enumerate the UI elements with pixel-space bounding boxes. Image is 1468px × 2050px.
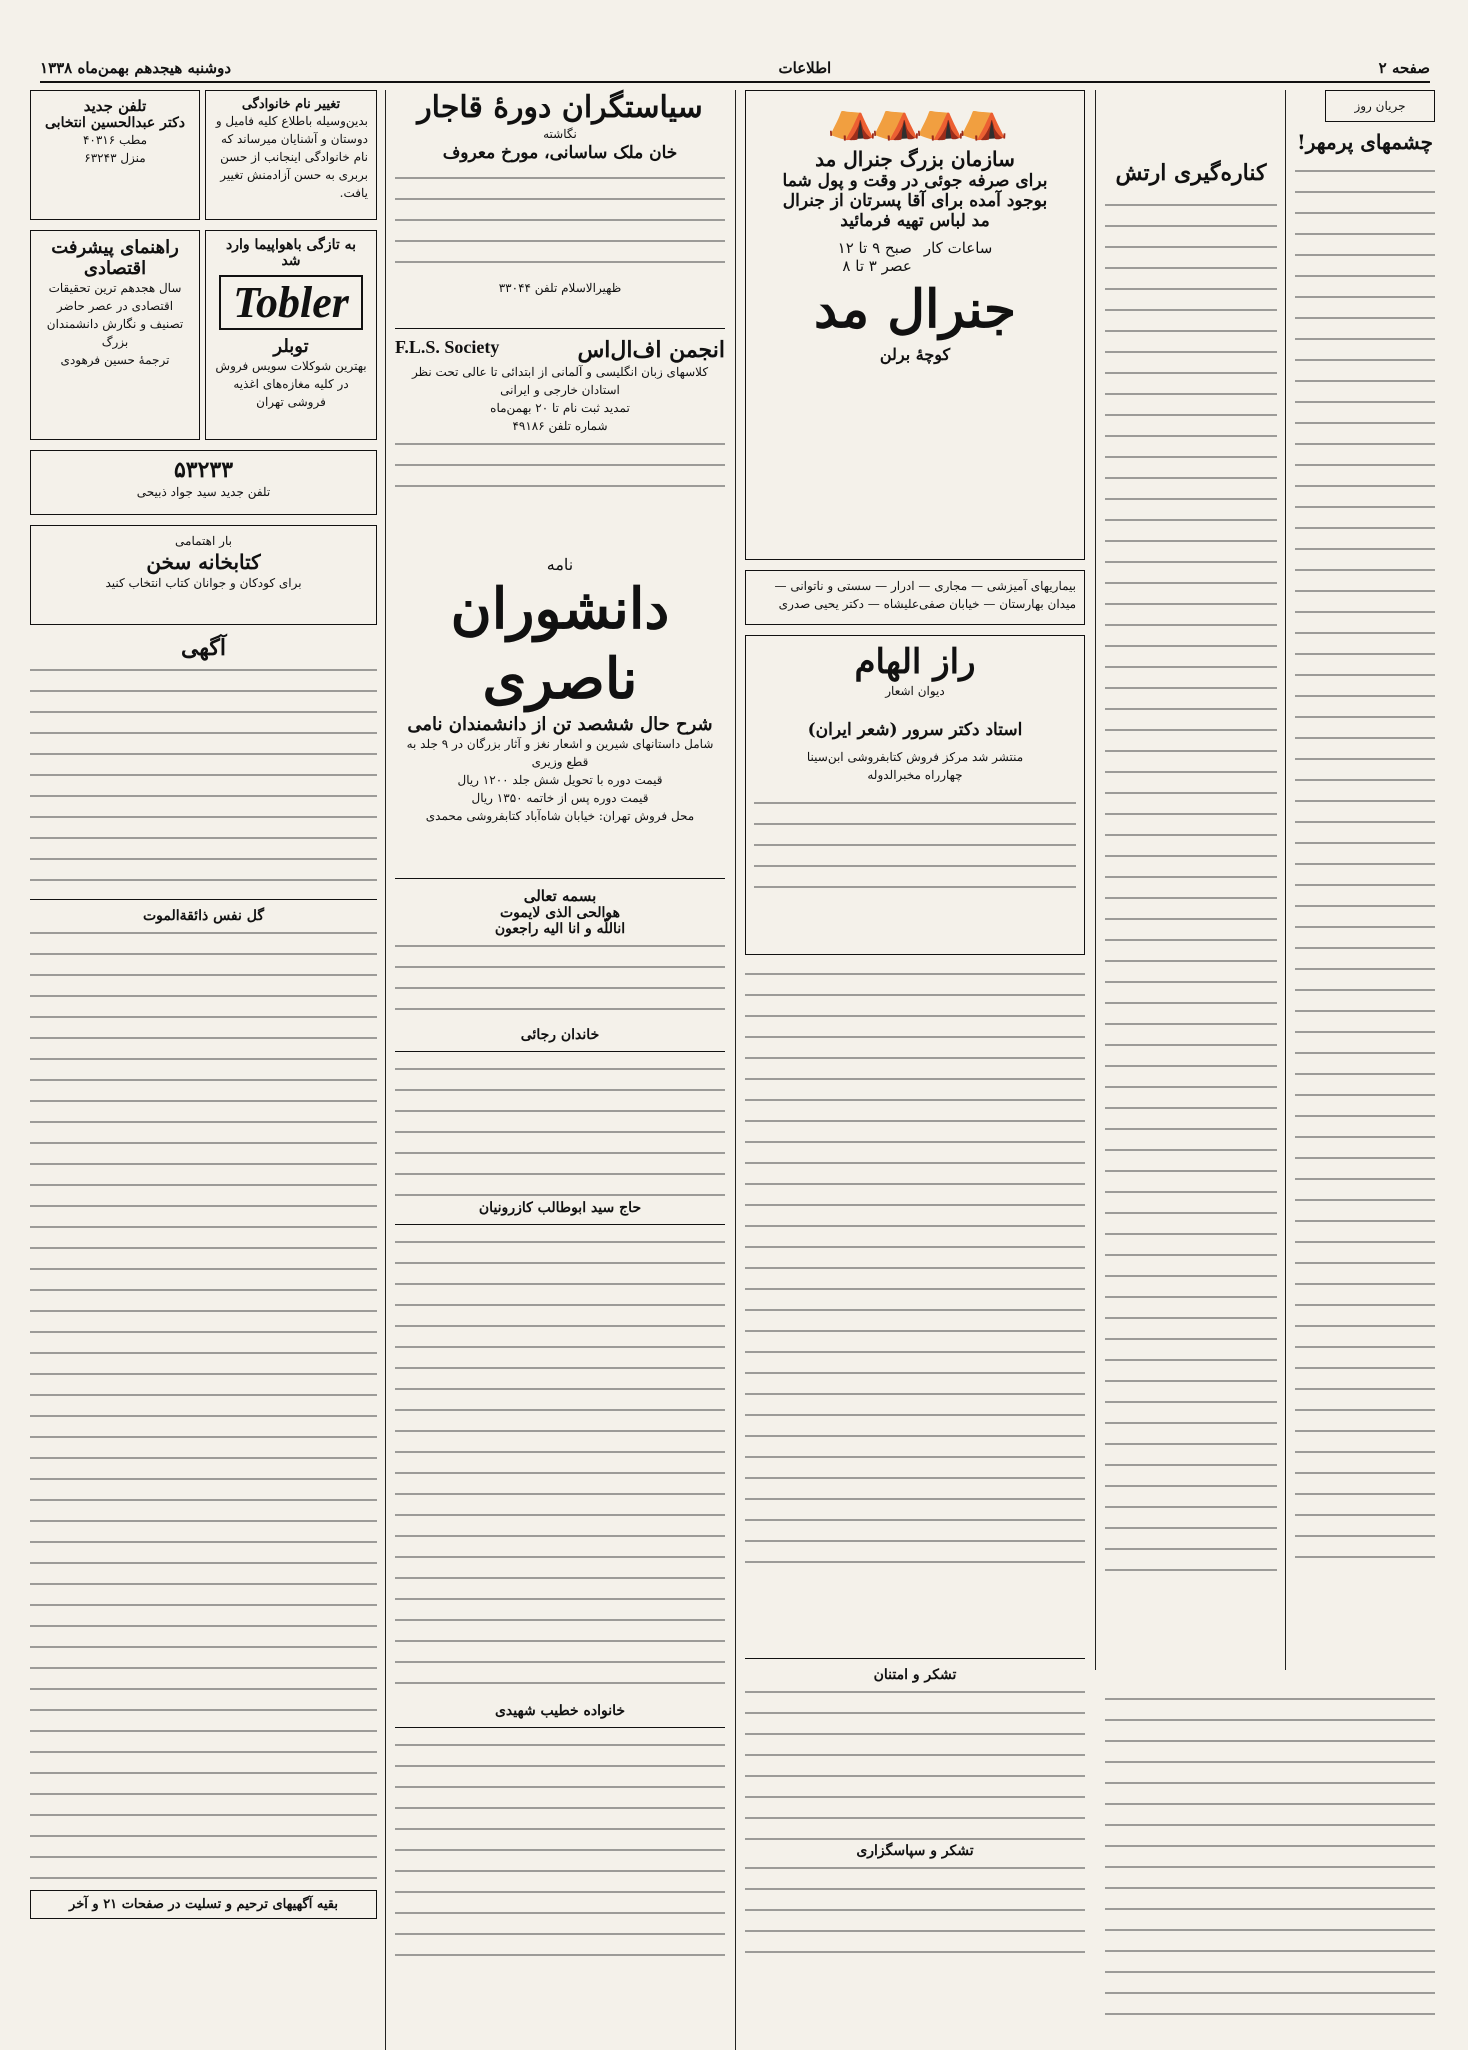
- editorial-body: [1295, 162, 1435, 1562]
- gm-hours-morning: صبح ۹ تا ۱۲: [837, 239, 912, 257]
- namechange-body: بدین‌وسیله باطلاع کلیه فامیل و دوستان و آشنایان میرساند که نام خانوادگی اینجانب از حسن بربری به حسن آزادمنش تغییر یافت.: [215, 114, 368, 200]
- editorial-column: [1295, 90, 1435, 1562]
- agahi-title: آگهی: [180, 635, 227, 661]
- column-rule: [1095, 90, 1096, 1670]
- obit-verse1: هوالحی الذی لایموت: [499, 905, 621, 921]
- obit-family1: خاندان رجائی: [520, 1027, 600, 1043]
- middle-column: [745, 90, 1085, 1565]
- rahnama-line3: ترجمهٔ حسین فرهودی: [60, 353, 170, 367]
- raz-elham-ad: [745, 635, 1085, 955]
- obit-body: [395, 1060, 725, 1200]
- rahnama-ad: [30, 230, 200, 440]
- qajar-desc: [395, 169, 725, 279]
- namechange-title: تغییر نام خانوادگی: [241, 97, 341, 112]
- qajar-footer: ظهیرالاسلام تلفن ۳۳۰۴۴: [498, 281, 622, 295]
- dn-kicker: نامه: [546, 555, 574, 574]
- doc2-line1: مطب ۴۰۳۱۶: [82, 133, 148, 147]
- thanks-title2: تشکر و سپاسگزاری: [856, 1843, 974, 1859]
- phone-number: ۵۳۲۳۳: [173, 457, 234, 483]
- fls-branches: [395, 435, 725, 501]
- tobler-ad: [205, 230, 377, 440]
- fls-desc: کلاسهای زبان انگلیسی و آلمانی از ابتدائی تا عالی تحت نظر استادان خارجی و ایرانی: [411, 365, 709, 397]
- obit-family3: خانواده خطیب شهیدی: [494, 1703, 626, 1719]
- col6-heading: گل نفس ذائقةالموت: [142, 908, 265, 924]
- middle-article-body: [745, 965, 1085, 1565]
- obit-body: [395, 1736, 725, 1956]
- raz-address: چهارراه مخبرالدوله: [867, 768, 963, 782]
- army-column: [1105, 90, 1277, 1576]
- general-mod-ad: [745, 90, 1085, 560]
- dn-title: دانشوران ناصری: [450, 576, 670, 712]
- gm-address: کوچهٔ برلن: [879, 345, 951, 364]
- rahnama-line2: تصنیف و نگارش دانشمندان بزرگ: [46, 317, 184, 349]
- gm-hours-evening: عصر ۳ تا ۸: [842, 257, 912, 275]
- obit-body: [395, 937, 725, 1027]
- thanks-body: [745, 1859, 1085, 1959]
- thanks-title: تشکر و امتنان: [873, 1667, 957, 1683]
- raz-publisher: منتشر شد مرکز فروش کتابفروشی ابن‌سینا: [806, 750, 1024, 764]
- name-change-ad: [205, 90, 377, 220]
- qajar-author: خان ملک ساسانی، مورخ معروف: [442, 143, 678, 163]
- raz-subtitle: دیوان اشعار: [885, 684, 945, 698]
- fls-title-fa: انجمن اف‌ال‌اس: [577, 337, 725, 363]
- far-left-column: [30, 90, 200, 450]
- kids-library-ad: [30, 525, 377, 625]
- doc2-name: دکتر عبدالحسین انتخابی: [45, 115, 185, 131]
- kids-kicker: بار اهتمامی: [175, 534, 232, 548]
- gm-line1: سازمان بزرگ جنرال مد: [815, 147, 1015, 171]
- gm-hours-label: ساعات کار: [923, 239, 993, 257]
- raz-title: راز الهام: [854, 642, 976, 682]
- dn-price1: قیمت دوره با تحویل شش جلد ۱۲۰۰ ریال: [457, 773, 663, 787]
- agahi-body: [30, 661, 377, 891]
- doctor-phone-ad: [30, 90, 200, 220]
- qajar-ad: [395, 90, 725, 320]
- qajar-by: نگاشته: [543, 127, 577, 141]
- column-rule: [1285, 90, 1286, 1670]
- dn-center: محل فروش تهران: خیابان شاه‌آباد کتابفروشی محمدی: [425, 809, 695, 823]
- phone-and-library-ads: [30, 450, 377, 1929]
- column-rule: [385, 90, 386, 2050]
- column-rule: [735, 90, 736, 2050]
- gm-line2: برای صرفه جوئی در وقت و پول شما: [782, 171, 1048, 191]
- daneshvaran-ad: [395, 555, 725, 825]
- editorial-headline: چشمهای پرمهر!: [1296, 130, 1434, 154]
- doc2-line2: منزل ۶۳۲۴۳: [84, 151, 146, 165]
- phone-ad: [30, 450, 377, 515]
- left-ads-column: [205, 90, 377, 450]
- army-headline: کناره‌گیری ارتش: [1115, 160, 1267, 186]
- tobler-desc: بهترین شوکلات سویس فروش در کلیه مغازه‌های اغذیه فروشی تهران: [215, 359, 367, 409]
- issue-date: دوشنبه هیجدهم بهمن‌ماه ۱۳۳۸: [40, 59, 232, 77]
- page-number: صفحه ۲: [1378, 59, 1430, 77]
- fls-phone: شماره تلفن ۴۹۱۸۶: [512, 419, 608, 433]
- gm-brand: جنرال مد: [813, 279, 1016, 340]
- obituaries-left-body: [30, 924, 377, 1884]
- army-body: [1105, 196, 1277, 1576]
- fls-note: تمدید ثبت نام تا ۲۰ بهمن‌ماه: [490, 401, 630, 415]
- kids-text: برای کودکان و جوانان کتاب انتخاب کنید: [105, 576, 302, 590]
- tobler-headline: به تازگی باهواپیما وارد شد: [225, 237, 357, 269]
- raz-author: استاد دکتر سرور (شعر ایران): [807, 720, 1023, 740]
- dn-desc: شامل داستانهای شیرین و اشعار نغز و آثار بزرگان در ۹ جلد به قطع وزیری: [406, 737, 714, 769]
- section-label: جریان روز: [1325, 90, 1435, 122]
- obit-body: [395, 1233, 725, 1703]
- gm-hours: [754, 239, 1076, 275]
- thanks-body: [745, 1683, 1085, 1843]
- fls-title-en: F.L.S. Society: [395, 337, 500, 357]
- kids-title: کتابخانه سخن: [146, 550, 261, 574]
- page-header: [40, 55, 1430, 83]
- phone-text: تلفن جدید سید جواد ذبیحی: [136, 485, 271, 499]
- thanks-block: [745, 1650, 1085, 1959]
- obituaries-block: [395, 870, 725, 1956]
- doctor-ad: بیماریهای آمیزشی — مجاری — ادرار — سستی و ناتوانی — میدان بهارستان — خیابان صفی‌علیشاه — دکتر یحیی صدری: [745, 570, 1085, 625]
- qajar-title: سیاستگران دورهٔ قاجار: [417, 90, 703, 125]
- paper-name: اطلاعات: [778, 59, 832, 77]
- gm-line4: مد لباس تهیه فرمائید: [840, 211, 990, 231]
- obit-heading: بسمه تعالی: [523, 887, 597, 905]
- raz-extra: [754, 794, 1076, 894]
- lower-article-body: [1105, 1690, 1435, 2020]
- rahnama-line1: سال هجدهم ترین تحقیقات اقتصادی در عصر حاضر: [48, 281, 182, 313]
- lower-article: [1105, 1690, 1435, 2020]
- book-ads-column: [395, 90, 725, 527]
- tobler-brand-fa: توبلر: [273, 336, 309, 357]
- dn-price2: قیمت دوره پس از خاتمه ۱۳۵۰ ریال: [471, 791, 649, 805]
- dn-subtitle: شرح حال ششصد تن از دانشمندان نامی: [407, 714, 713, 735]
- gm-line3: بوجود آمده برای آقا پسرتان از جنرال: [782, 191, 1048, 211]
- obit-family2: حاج سید ابوطالب کازرونیان: [478, 1200, 642, 1216]
- doc2-title: تلفن جدید: [83, 97, 147, 115]
- bottom-note: بقیه آگهیهای ترحیم و تسلیت در صفحات ۲۱ و آخر: [30, 1890, 377, 1919]
- obit-verse2: اناللّه و انا الیه راجعون: [494, 921, 626, 937]
- tobler-logo: Tobler: [219, 275, 363, 330]
- rahnama-title: راهنمای پیشرفت اقتصادی: [51, 237, 179, 279]
- fls-ad: [395, 337, 725, 527]
- tent-icon: ⛺⛺⛺⛺: [827, 96, 1003, 142]
